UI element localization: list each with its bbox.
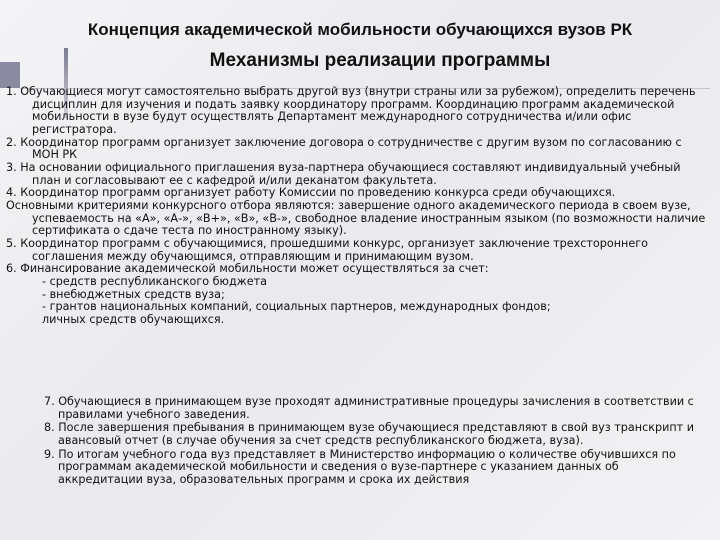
list-item: 7. Обучающиеся в принимающем вузе проходят административные процедуры зачисления в соответствии с правилами учебного заведения.: [44, 395, 694, 421]
funding-item: личных средств обучающихся.: [42, 312, 225, 326]
list-item: 4. Координатор программ организует работу Комиссии по проведению конкурса среди обучающихся.: [6, 186, 616, 200]
list-item: 6. Финансирование академической мобильности может осуществляться за счет:: [6, 262, 489, 276]
slide-subtitle: Механизмы реализации программы: [209, 50, 551, 71]
slide-title: Концепция академической мобильности обучающихся вузов РК: [87, 20, 633, 39]
list-item: 8. После завершения пребывания в принимающем вузе обучающиеся представляют в свой вуз транскрипт и авансовый отчет (в случае обучения за счет средств республиканского бюджета, вуза).: [44, 421, 695, 447]
list-item: 5. Координатор программ с обучающимися, прошедшими конкурс, организует заключение трехстороннего соглашения между обучающимся, отправляющим и принимающим вузом.: [6, 236, 648, 263]
list-item: 1. Обучающиеся могут самостоятельно выбрать другой вуз (внутри страны или за рубежом), определить перечень дисциплин для изучения и подать заявку координатору программ. Координацию программ академической мобильности в вузе будут осуществлять Департамент международного сотрудничества и/или офис регистратора.: [6, 85, 696, 136]
main-text-block: [6, 86, 706, 326]
funding-item: - средств республиканского бюджета: [42, 274, 268, 288]
list-item: 3. На основании официального приглашения вуза-партнера обучающиеся составляют индивидуальный учебный план и согласовывают ее с кафедрой и/или деканатом факультета.: [6, 160, 681, 187]
list-item: 9. По итогам учебного года вуз представляет в Министерство информацию о количестве обучившихся по программам академической мобильности и сведения о вузе-партнере с указанием данных об аккредитации вуза, образовательных программ и срока их действия: [44, 447, 676, 486]
list-item: Основными критериями конкурсного отбора являются: завершение одного академического периода в своем вузе, успеваемость на «А», «А-», «В+», «В», «В-», свободное владение иностранным языком (по возможности наличие сертификата о сдаче теста по иностранному языку).: [6, 198, 706, 238]
funding-item: - внебюджетных средств вуза;: [42, 287, 225, 301]
list-item: 2. Координатор программ организует заключение договора о сотрудничестве с другим вузом по согласованию с МОН РК: [6, 135, 682, 162]
secondary-text-block: [40, 396, 700, 488]
funding-item: - грантов национальных компаний, социальных партнеров, международных фондов;: [42, 300, 551, 314]
